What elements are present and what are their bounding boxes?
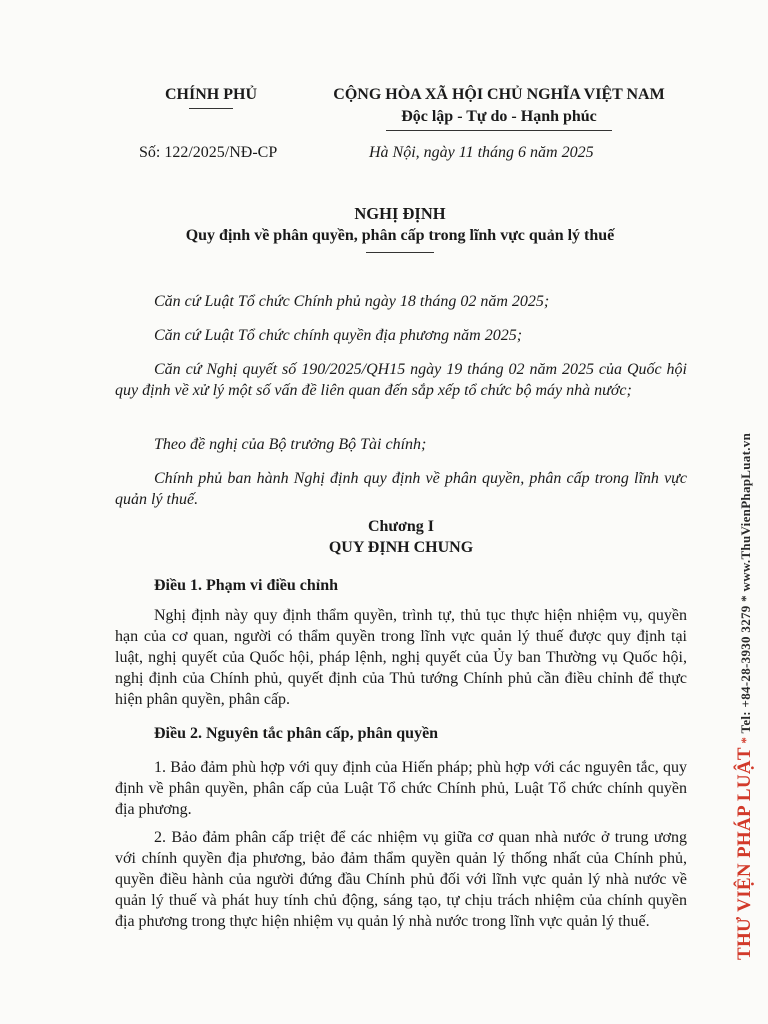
issuing-agency: CHÍNH PHỦ bbox=[165, 86, 257, 103]
title-underline bbox=[366, 252, 434, 253]
national-motto: Độc lập - Tự do - Hạnh phúc bbox=[401, 108, 597, 125]
place-date: Hà Nội, ngày 11 tháng 6 năm 2025 bbox=[369, 144, 594, 161]
decree-type: NGHỊ ĐỊNH bbox=[354, 204, 446, 223]
document-number: Số: 122/2025/NĐ-CP bbox=[139, 144, 278, 161]
agency-underline bbox=[189, 108, 233, 109]
article-2-clause-1: 1. Bảo đảm phù hợp với quy định của Hiến pháp; phù hợp với các nguyên tắc, quy định về phân quyền, phân cấp của Luật Tổ chức Chính phủ, Luật Tổ chức chính quyền địa phương. bbox=[115, 759, 687, 818]
vertical-watermark bbox=[734, 433, 756, 960]
country-name: CỘNG HÒA XÃ HỘI CHỦ NGHĨA VIỆT NAM bbox=[333, 86, 665, 103]
decree-subject: Quy định về phân quyền, phân cấp trong lĩnh vực quản lý thuế bbox=[185, 227, 615, 244]
preamble-4: Theo đề nghị của Bộ trưởng Bộ Tài chính; bbox=[154, 436, 427, 453]
article-2-clause-2: 2. Bảo đảm phân cấp triệt để các nhiệm vụ giữa cơ quan nhà nước ở trung ương với chính quyền địa phương, bảo đảm thẩm quyền quản lý thống nhất của Chính phủ, quyền điều hành của người đứng đầu Chính phủ đối với lĩnh vực quản lý nhà nước về quản lý thuế và phát huy tính chủ động, sáng tạo, tự chịu trách nhiệm của chính quyền địa phương trong thực hiện nhiệm vụ quản lý nhà nước trong lĩnh vực quản lý thuế. bbox=[115, 829, 687, 930]
preamble-5: Chính phủ ban hành Nghị định quy định về phân quyền, phân cấp trong lĩnh vực quản lý thuế. bbox=[115, 470, 687, 508]
national-title-block bbox=[318, 84, 680, 131]
article-1-body: Nghị định này quy định thẩm quyền, trình tự, thủ tục thực hiện nhiệm vụ, quyền hạn của cơ quan, người có thẩm quyền trong lĩnh vực quản lý thuế được quy định tại luật, nghị quyết của Quốc hội, pháp lệnh, nghị quyết của Ủy ban Thường vụ Quốc hội, nghị định của Chính phủ, quyết định của Thủ tướng Chính phủ cần điều chỉnh để thực hiện phân quyền, phân cấp. bbox=[115, 607, 687, 708]
motto-underline bbox=[386, 130, 612, 131]
issuing-agency-block bbox=[150, 84, 272, 109]
watermark-phone: Tel: +84-28-3930 3279 bbox=[738, 605, 753, 734]
decree-title-block bbox=[100, 203, 700, 253]
watermark-brand: THƯ VIỆN PHÁP LUẬT bbox=[734, 747, 755, 960]
article-2-heading: Điều 2. Nguyên tắc phân cấp, phân quyền bbox=[154, 725, 439, 742]
preamble-1: Căn cứ Luật Tổ chức Chính phủ ngày 18 tháng 02 năm 2025; bbox=[154, 293, 550, 310]
preamble-2: Căn cứ Luật Tổ chức chính quyền địa phương năm 2025; bbox=[154, 327, 523, 344]
chapter-number: Chương I bbox=[367, 518, 435, 535]
watermark-separator-1: * bbox=[738, 736, 753, 744]
preamble-3: Căn cứ Nghị quyết số 190/2025/QH15 ngày 19 tháng 02 năm 2025 của Quốc hội quy định về xử lý một số vấn đề liên quan đến sắp xếp tổ chức bộ máy nhà nước; bbox=[115, 361, 687, 399]
chapter-title: QUY ĐỊNH CHUNG bbox=[328, 539, 474, 556]
watermark-separator-2: * bbox=[738, 595, 753, 602]
article-1-heading: Điều 1. Phạm vi điều chỉnh bbox=[154, 577, 339, 594]
watermark-website: www.ThuVienPhapLuat.vn bbox=[738, 432, 753, 592]
